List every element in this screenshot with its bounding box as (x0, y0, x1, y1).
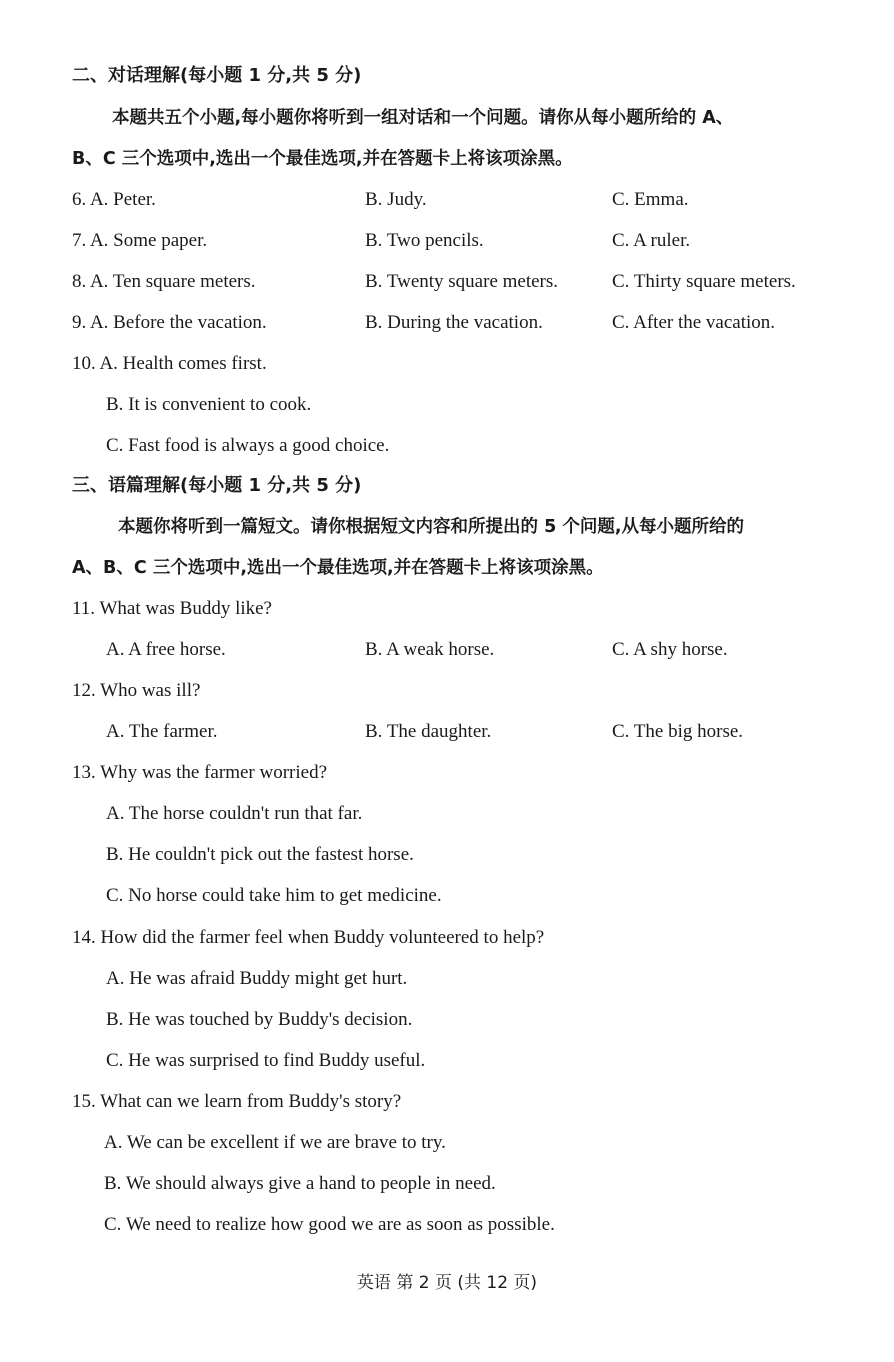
question-13-option-c: C. No horse could take him to get medicine. (106, 885, 442, 906)
question-15-option-c: C. We need to realize how good we are as soon as possible. (104, 1214, 555, 1235)
option-c: C. After the vacation. (612, 312, 776, 333)
question-12: 12. Who was ill? (72, 680, 201, 701)
question-11-options (72, 638, 852, 662)
option-b: B. Twenty square meters. (365, 271, 559, 292)
option-a: A. A free horse. (106, 639, 226, 660)
section3-instruction-line2: A、B、C 三个选项中,选出一个最佳选项,并在答题卡上将该项涂黑。 (72, 558, 604, 578)
option-c: C. Thirty square meters. (612, 271, 796, 292)
section2-title: 二、对话理解(每小题 1 分,共 5 分) (72, 65, 362, 86)
section2-instruction-line1: 本题共五个小题,每小题你将听到一组对话和一个问题。请你从每小题所给的 A、 (112, 108, 734, 128)
option-b: B. A weak horse. (365, 639, 495, 660)
option-a: 8. A. Ten square meters. (72, 271, 256, 292)
question-10-option-c: C. Fast food is always a good choice. (106, 435, 390, 456)
question-13-option-b: B. He couldn't pick out the fastest horse. (106, 844, 414, 865)
option-b: B. Judy. (365, 189, 427, 210)
question-14-option-c: C. He was surprised to find Buddy useful. (106, 1050, 426, 1071)
option-a: 9. A. Before the vacation. (72, 312, 267, 333)
option-c: C. Emma. (612, 189, 689, 210)
option-b: B. Two pencils. (365, 230, 484, 251)
question-9-options (72, 311, 852, 335)
question-14: 14. How did the farmer feel when Buddy volunteered to help? (72, 927, 545, 948)
section2-instruction-line2: B、C 三个选项中,选出一个最佳选项,并在答题卡上将该项涂黑。 (72, 149, 573, 169)
option-c: C. A ruler. (612, 230, 691, 251)
question-14-option-b: B. He was touched by Buddy's decision. (106, 1009, 413, 1030)
option-b: B. During the vacation. (365, 312, 543, 333)
option-a: 6. A. Peter. (72, 189, 156, 210)
option-a: A. The farmer. (106, 721, 218, 742)
question-14-option-a: A. He was afraid Buddy might get hurt. (106, 968, 408, 989)
question-15-option-a: A. We can be excellent if we are brave to try. (104, 1132, 446, 1153)
question-13-option-a: A. The horse couldn't run that far. (106, 803, 363, 824)
option-b: B. The daughter. (365, 721, 492, 742)
question-15-option-b: B. We should always give a hand to people in need. (104, 1173, 496, 1194)
question-11: 11. What was Buddy like? (72, 598, 272, 619)
option-c: C. A shy horse. (612, 639, 728, 660)
option-c: C. The big horse. (612, 721, 744, 742)
page-footer: 英语 第 2 页 (共 12 页) (356, 1273, 538, 1293)
question-10-option-b: B. It is convenient to cook. (106, 394, 312, 415)
question-7-options (72, 229, 852, 253)
question-10-option-a: 10. A. Health comes first. (72, 353, 267, 374)
option-a: 7. A. Some paper. (72, 230, 208, 251)
question-12-options (72, 720, 852, 744)
section3-instruction-line1: 本题你将听到一篇短文。请你根据短文内容和所提出的 5 个问题,从每小题所给的 (118, 517, 745, 537)
question-15: 15. What can we learn from Buddy's story? (72, 1091, 402, 1112)
section3-title: 三、语篇理解(每小题 1 分,共 5 分) (72, 475, 362, 496)
question-13: 13. Why was the farmer worried? (72, 762, 327, 783)
question-8-options (72, 270, 852, 294)
question-6-options (72, 188, 852, 212)
